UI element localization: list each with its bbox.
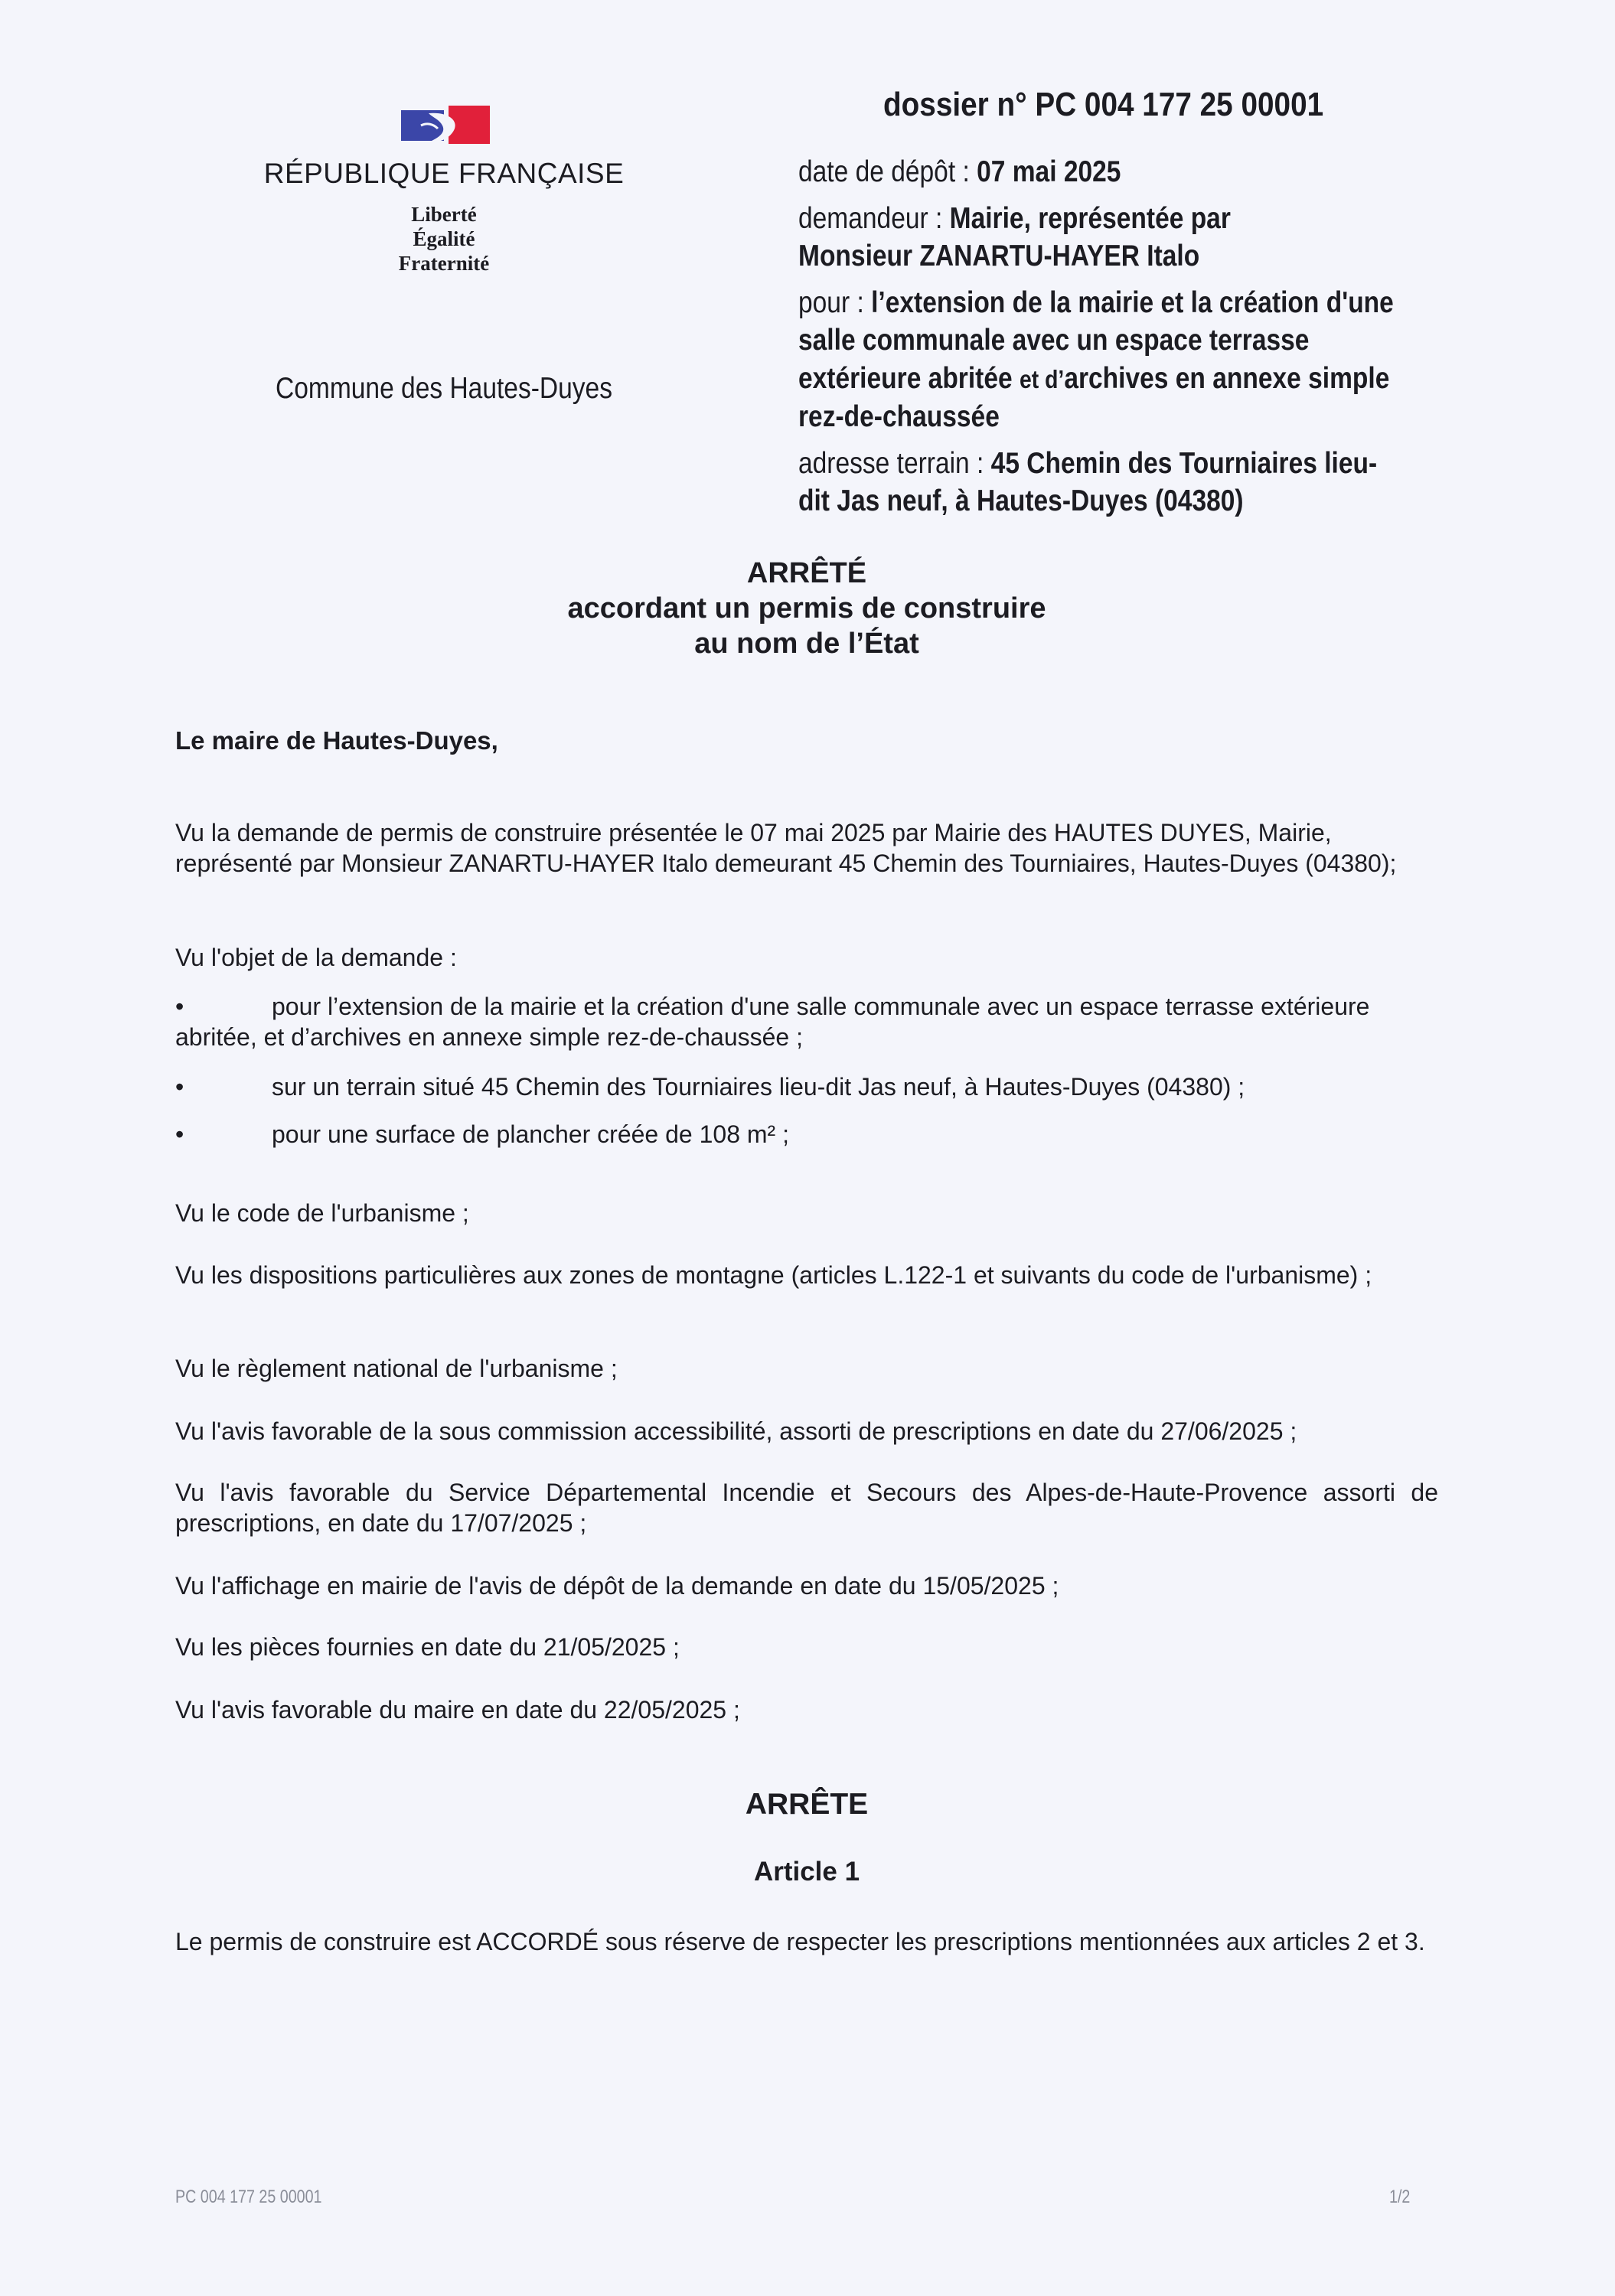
bullet-item <box>175 991 1438 1052</box>
paragraph-objet: Vu l'objet de la demande : <box>175 944 457 971</box>
paragraph-code: Vu le code de l'urbanisme ; <box>175 1199 469 1227</box>
title-arrete: ARRÊTÉ <box>746 557 867 589</box>
paragraph-avis-maire: Vu l'avis favorable du maire en date du 22/05/2025 ; <box>175 1696 740 1724</box>
purpose-line-4: rez-de-chaussée <box>798 400 1000 433</box>
republic-title: RÉPUBLIQUE FRANÇAISE <box>263 158 625 189</box>
paragraph-rnu: Vu le règlement national de l'urbanisme ; <box>175 1355 618 1382</box>
document-title <box>501 556 1113 661</box>
dossier-number: dossier n° PC 004 177 25 00001 <box>883 86 1324 123</box>
bullet-item <box>175 1119 1438 1150</box>
bullet-dot: • <box>175 1120 184 1148</box>
site-address-line-2: dit Jas neuf, à Hautes-Duyes (04380) <box>798 484 1244 517</box>
paragraph-affichage: Vu l'affichage en mairie de l'avis de dépôt de la demande en date du 15/05/2025 ; <box>175 1572 1059 1600</box>
decision-heading: ARRÊTE <box>745 1788 869 1821</box>
article-1-heading: Article 1 <box>753 1857 860 1887</box>
applicant-line-2: Monsieur ZANARTU-HAYER Italo <box>798 240 1200 272</box>
site-address: adresse terrain : 45 Chemin des Tourniaires lieu- <box>798 446 1378 480</box>
title-state: au nom de l’État <box>694 628 919 660</box>
article-1-text: Le permis de construire est ACCORDÉ sous réserve de respecter les prescriptions mentionnées aux articles 2 et 3. <box>175 1928 1425 1955</box>
mayor-heading: Le maire de Hautes-Duyes, <box>175 726 498 755</box>
applicant: demandeur : Mairie, représentée par <box>798 201 1231 235</box>
purpose-line-2: salle communale avec un espace terrasse <box>798 324 1310 357</box>
page-number: 1/2 <box>1389 2187 1411 2207</box>
purpose-line-3: extérieure abritée et d’archives en annexe simple <box>798 361 1390 395</box>
deposit-date: date de dépôt : 07 mai 2025 <box>798 155 1121 188</box>
dossier-details <box>798 153 1404 520</box>
bullet-text: pour une surface de plancher créée de 108 m² ; <box>272 1120 789 1148</box>
paragraph-pieces: Vu les pièces fournies en date du 21/05/2025 ; <box>175 1633 680 1661</box>
marianne-logo <box>401 106 490 144</box>
bullet-dot: • <box>175 1073 184 1101</box>
commune-name: Commune des Hautes-Duyes <box>276 372 612 405</box>
motto-liberte: Liberté <box>411 203 477 226</box>
footer-reference: PC 004 177 25 00001 <box>175 2187 322 2207</box>
republic-motto <box>306 202 582 276</box>
paragraph-accessibilite: Vu l'avis favorable de la sous commission accessibilité, assorti de prescriptions en date du 27/06/2025 ; <box>175 1417 1297 1445</box>
title-subject: accordant un permis de construire <box>567 592 1046 625</box>
purpose: pour : l’extension de la mairie et la création d'une <box>798 285 1394 319</box>
bullet-text: sur un terrain situé 45 Chemin des Tourniaires lieu-dit Jas neuf, à Hautes-Duyes (04380) ; <box>272 1073 1245 1101</box>
bullet-dot: • <box>175 993 184 1020</box>
bullet-text: pour l’extension de la mairie et la création d'une salle communale avec un espace terrasse extérieure abritée, et d’archives en annexe simple rez-de-chaussée ; <box>175 993 1370 1051</box>
paragraph-montagne: Vu les dispositions particulières aux zones de montagne (articles L.122-1 et suivants du code de l'urbanisme) ; <box>175 1261 1372 1289</box>
bullet-item <box>175 1071 1438 1102</box>
paragraph-demande: Vu la demande de permis de construire présentée le 07 mai 2025 par Mairie des HAUTES DUYES, Mairie, représenté par Monsieur ZANARTU-HAYER Italo demeurant 45 Chemin des Tourniaires, Hautes-Duyes (04380); <box>175 819 1397 877</box>
motto-fraternite: Fraternité <box>398 252 490 275</box>
motto-egalite: Égalité <box>413 227 475 250</box>
paragraph-sdis: Vu l'avis favorable du Service Départemental Incendie et Secours des Alpes-de-Haute-Provence assorti de prescriptions, en date du 17/07/2025 ; <box>175 1479 1438 1537</box>
